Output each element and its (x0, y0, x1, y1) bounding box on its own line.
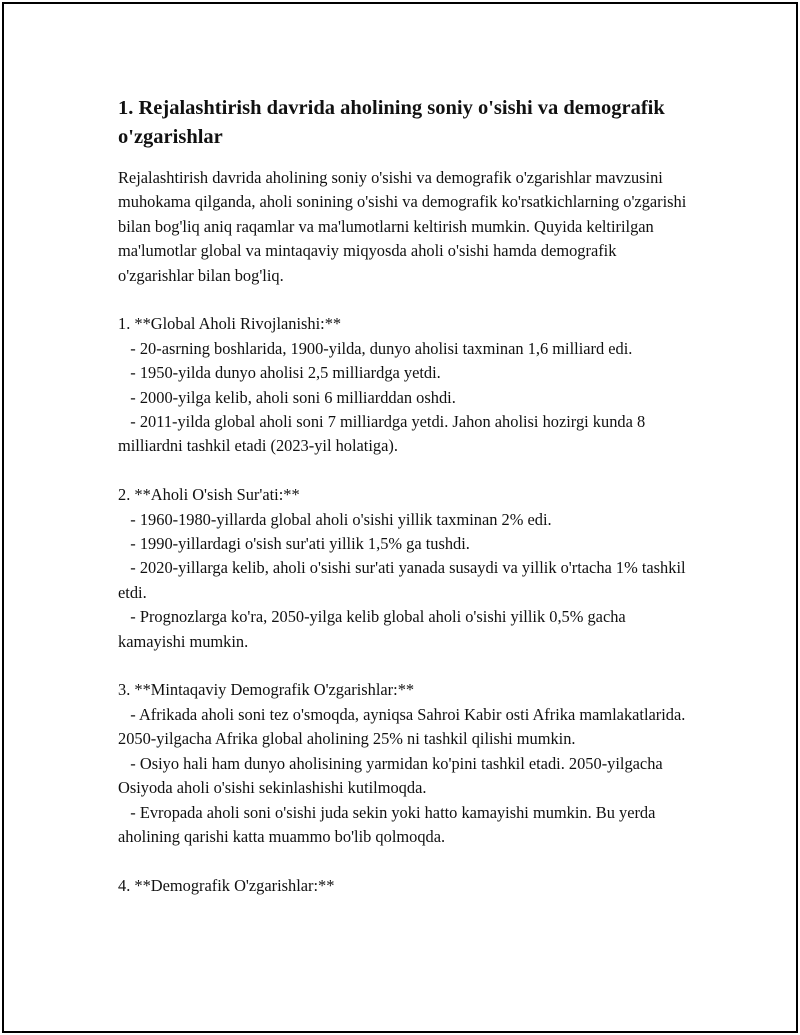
document-content (118, 94, 688, 898)
section-title: 3. **Mintaqaviy Demografik O'zgarishlar:** (118, 680, 415, 700)
document-heading: 1. Rejalashtirish davrida aholining soniy o'sishi va demografik o'zgarishlar (118, 97, 665, 148)
list-item: - 1950-yilda dunyo aholisi 2,5 milliardga yetdi. (118, 363, 441, 383)
list-item: - 2020-yillarga kelib, aholi o'sishi sur'ati yanada susaydi va yillik o'rtacha 1% tashkil etdi. (118, 558, 690, 602)
section-title: 2. **Aholi O'sish Sur'ati:** (118, 485, 300, 505)
section-regional-changes (118, 678, 688, 849)
section-title: 1. **Global Aholi Rivojlanishi:** (118, 314, 342, 334)
section-growth-rate (118, 483, 688, 654)
list-item: - 1990-yillardagi o'sish sur'ati yillik 1,5% ga tushdi. (118, 534, 470, 554)
list-item: - Afrikada aholi soni tez o'smoqda, ayniqsa Sahroi Kabir osti Afrika mamlakatlarida. 2050-yilgacha Afrika global aholining 25% ni tashkil qilishi mumkin. (118, 704, 690, 749)
list-item: - 2000-yilga kelib, aholi soni 6 milliarddan oshdi. (118, 387, 456, 407)
section-demographic-changes (118, 874, 688, 898)
list-item: - 1960-1980-yillarda global aholi o'sishi yillik taxminan 2% edi. (118, 509, 552, 529)
section-global-population (118, 312, 688, 458)
list-item: - 20-asrning boshlarida, 1900-yilda, dunyo aholisi taxminan 1,6 milliard edi. (118, 338, 633, 358)
list-item: - Osiyo hali ham dunyo aholisining yarmidan ko'pini tashkil etadi. 2050-yilgacha Osiyoda aholi o'sishi sekinlashishi kutilmoqda. (118, 753, 667, 798)
list-item: - 2011-yilda global aholi soni 7 milliardga yetdi. Jahon aholisi hozirgi kunda 8 milliardni tashkil etadi (2023-yil holatiga). (118, 412, 650, 456)
intro-paragraph: Rejalashtirish davrida aholining soniy o'sishi va demografik o'zgarishlar mavzusini muhokama qilganda, aholi sonining o'sishi va demografik ko'rsatkichlarning o'zgarishi bilan bog'liq aniq raqamlar va ma'lumotlarni keltirish mumkin. Quyida keltirilgan ma'lumotlar global va mintaqaviy miqyosda aholi o'sishi hamda demografik o'zgarishlar bilan bog'liq. (118, 168, 687, 285)
list-item: - Evropada aholi soni o'sishi juda sekin yoki hatto kamayishi mumkin. Bu yerda aholining qarishi katta muammo bo'lib qolmoqda. (118, 802, 660, 846)
list-item: - Prognozlarga ko'ra, 2050-yilga kelib global aholi o'sishi yillik 0,5% gacha kamayishi mumkin. (118, 607, 630, 651)
section-title: 4. **Demografik O'zgarishlar:** (118, 875, 335, 895)
